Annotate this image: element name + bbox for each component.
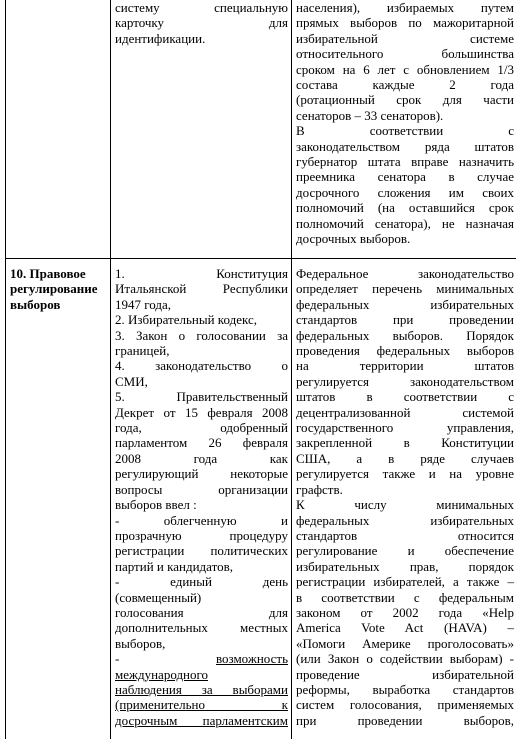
table-row-continued [6,0,516,259]
text-line: 1. Конституция [115,266,288,281]
text-line: 2. Избирательный кодекс, [115,312,257,328]
text-line: стандартов при проведении [296,312,514,328]
text-line: законом от 2002 года «Help [296,604,514,620]
cell-row10-heading [6,259,111,739]
text-line: при проведении выборов, [296,712,514,728]
cell-prev-col1 [6,0,111,259]
cell-prev-col3 [292,0,516,259]
text-line: на территории штатов [296,358,514,374]
text-line: относительного большинства [296,46,514,62]
text-line: полномочий (на оставшийся срок [296,200,514,216]
text-line: губернатор штата вправе назначить [296,154,514,170]
text-line: систему специальную [115,0,288,15]
text-line: в соответствии с федеральным [296,589,514,605]
text-line: населения), избираемых путем [296,0,514,15]
text-line: графств. [296,481,343,497]
text-line: дополнительных местных [115,620,288,636]
text-line: регулирование и обеспечение [296,543,514,559]
text-line: государственного управления, [296,420,514,436]
text-line: America Vote Act (HAVA) – [296,620,514,636]
text-line: федеральных избирательных [296,512,514,528]
text-line: досрочных выборов. [296,231,411,247]
text-line: децентрализованной системой [296,404,514,420]
text-line: 4. законодательство о [115,358,288,374]
text-line: регулируется законодательством [296,373,514,389]
row-heading-line: регулирование [10,281,98,297]
text-line: парламентом 26 февраля [115,435,288,451]
text-line: - облегченную и [115,512,288,528]
text-line: прямых выборов по мажоритарной [296,15,514,31]
text-line: законодательством ряда штатов [296,138,514,154]
text-line: стандартов относится [296,527,514,543]
text-line: досрочного сложения им своих [296,184,514,200]
text-line: выборов, [115,635,166,651]
text-line: сенаторов – 33 сенаторов). [296,107,444,123]
text-line: Итальянской Республики [115,281,288,297]
text-line: федеральных избирательных [296,296,514,312]
cell-prev-col2 [111,0,292,259]
text-line: наблюдения за выборами [115,681,288,697]
text-line: (или Закон о содействии выборам) - [296,651,514,667]
text-line: В соответствии с [296,123,514,139]
text-line: досрочным парламентским [115,712,288,728]
text-line: закрепленной в Конституции [296,435,514,451]
text-line: 3. Закон о голосовании за [115,327,288,343]
text-line: федеральных выборов. Порядок [296,327,514,343]
text-line: преемника сенатора в случае [296,169,514,185]
text-line: состава каждые 2 года [296,77,514,93]
text-line: избирательных прав, порядок [296,558,514,574]
text-line: 5. Правительственный [115,389,288,405]
text-line: вопросы организации [115,481,288,497]
text-line: границей, [115,343,170,359]
text-line: СМИ, [115,373,148,389]
table-row-10 [6,259,516,739]
text-line: 1947 года, [115,296,172,312]
text-line: систем голосования, применяемых [296,697,514,713]
text-line: «Помоги Америке проголосовать» [296,635,514,651]
text-line: (совмещенный) [115,589,202,605]
text-line: регулируется также и на уровне [296,466,514,482]
text-line: международного [115,666,209,682]
text-line: регистрации избирателей, а также – [296,574,514,590]
text-line: штатов в соответствии с [296,389,514,405]
cell-row10-col3 [292,259,516,739]
text-line: регистрации политических [115,543,288,559]
text-line: идентификации. [115,30,206,46]
text-line: регулирующий некоторые [115,466,288,482]
text-line: прозрачную процедуру [115,527,288,543]
row-heading-line: выборов [10,296,61,312]
text-line: проведение избирательной [296,666,514,682]
text-line: (ротационный срок для части [296,92,514,108]
text-line: партий и кандидатов, [115,558,233,574]
text-line: К числу минимальных [296,497,514,513]
text-line: - возможность [115,651,288,667]
text-line: определяет перечень минимальных [296,281,514,297]
text-line: выборов ввел : [115,497,197,513]
text-line: полномочий сенатора), не назначая [296,215,514,231]
text-line: проведения федеральных выборов [296,343,514,359]
cell-row10-col2 [111,259,292,739]
text-line: года, одобренный [115,420,288,436]
row-heading-line: 10. Правовое [10,266,86,281]
text-line: США, а в ряде случаев [296,450,514,466]
text-line: Федеральное законодательство [296,266,514,281]
text-line: избирательной системе [296,30,514,46]
text-line: (применительно к [115,697,288,713]
text-line: - единый день [115,574,288,590]
text-line: голосования для [115,604,288,620]
text-line: сроком на 6 лет с обновлением 1/3 [296,61,514,77]
comparison-table [5,0,516,739]
text-line: Декрет от 15 февраля 2008 [115,404,288,420]
text-line: 2008 года как [115,450,288,466]
text-line: реформы, выработка стандартов [296,681,514,697]
text-line: карточку для [115,15,288,31]
